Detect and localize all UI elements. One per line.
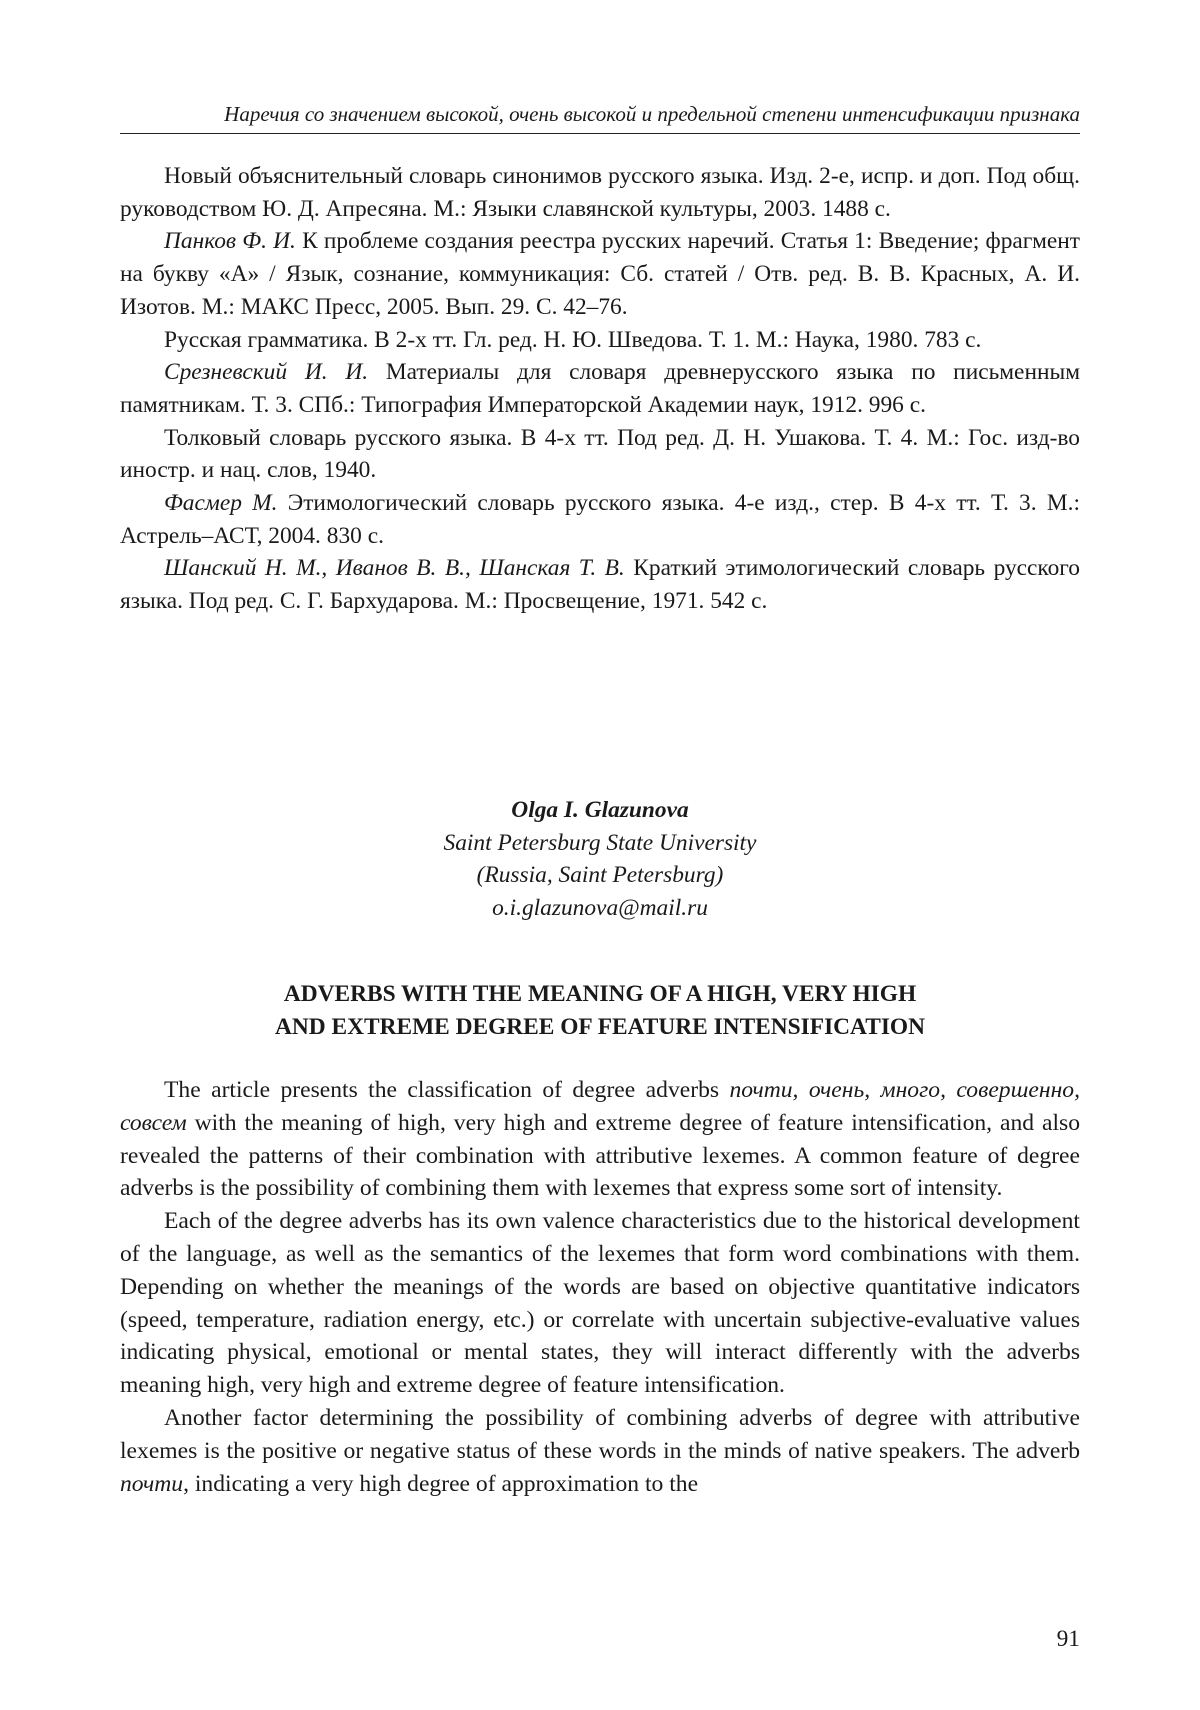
reference-author: Панков Ф. И. xyxy=(164,228,296,255)
abstract xyxy=(120,1074,1080,1500)
author-block xyxy=(120,794,1080,925)
abstract-text: Each of the degree adverbs has its own valence characteristics due to the historical development of the language, as well as the semantics of the lexemes that form word combinations with them. Depending on whether the meanings of the words are based on objective quantitative indicators (speed, temperature, radiation energy, etc.) or correlate with uncertain subjective-evaluative values indicating physical, emotional or mental states, they will interact differently with the adverbs meaning high, very high and extreme degree of feature intensification. xyxy=(120,1208,1080,1399)
abstract-text: with the meaning of high, very high and extreme degree of feature intensification, and also revealed the patterns of their combination with attributive lexemes. A common feature of degree adverbs is the possibility of combining them with lexemes that express some sort of intensity. xyxy=(120,1109,1080,1202)
reference-text: К проблеме создания реестра русских наречий. Статья 1: Введение; фрагмент на букву «А» / Язык, сознание, коммуникация: Сб. статей / Отв. ред. В. В. Красных, А. И. Изотов. М.: МАКС Пресс, 2005. Вып. 29. С. 42–76. xyxy=(120,228,1080,320)
author-location: (Russia, Saint Petersburg) xyxy=(476,862,724,889)
abstract-emphasis: почти xyxy=(120,1470,184,1497)
reference-author: Шанский Н. М., Иванов В. В., Шанская Т. В. xyxy=(164,555,625,582)
reference-text: Материалы для словаря древнерусского языка по письменным памятникам. Т. 3. СПб.: Типография Императорской Академии наук, 1912. 996 с. xyxy=(120,359,1080,418)
reference-text: Краткий этимологический словарь русского языка. Под ред. С. Г. Бархударова. М.: Просвещение, 1971. 542 с. xyxy=(120,555,1080,615)
abstract-text: The article presents the classification of degree adverbs xyxy=(164,1077,730,1103)
title-line-1: ADVERBS WITH THE MEANING OF A HIGH, VERY HIGH xyxy=(283,981,917,1007)
reference-entry xyxy=(120,160,1080,225)
title-line-2: AND EXTREME DEGREE OF FEATURE INTENSIFICATION xyxy=(274,1014,926,1040)
running-head: Наречия со значением высокой, очень высокой и предельной степени интенсификации признака xyxy=(224,102,1080,126)
reference-text: Толковый словарь русского языка. В 4-х тт. Под ред. Д. Н. Ушакова. Т. 4. М.: Гос. изд-во иностр. и нац. слов, 1940. xyxy=(120,424,1080,484)
reference-text: Этимологический словарь русского языка. 4-е изд., стер. В 4-х тт. Т. 3. М.: Астрель–АСТ, 2004. 830 с. xyxy=(120,490,1081,549)
reference-author: Срезневский И. И. xyxy=(164,359,369,386)
abstract-text: , indicating a very high degree of approximation to the xyxy=(183,1470,699,1497)
reference-entry xyxy=(120,552,1080,617)
abstract-emphasis: почти, очень, много, совершенно, совсем xyxy=(120,1077,1080,1136)
reference-list xyxy=(120,160,1080,618)
reference-entry xyxy=(120,487,1080,552)
reference-text: Русская грамматика. В 2-х тт. Гл. ред. Н. Ю. Шведова. Т. 1. М.: Наука, 1980. 783 с. xyxy=(164,326,982,353)
reference-author: Фасмер М. xyxy=(164,490,278,517)
reference-entry xyxy=(120,324,1080,357)
abstract-paragraph xyxy=(120,1074,1080,1205)
reference-entry xyxy=(120,225,1080,323)
reference-entry xyxy=(120,356,1080,421)
reference-entry xyxy=(120,422,1080,487)
article-title xyxy=(120,978,1080,1044)
abstract-paragraph xyxy=(120,1205,1080,1402)
header-rule xyxy=(120,133,1080,134)
abstract-paragraph xyxy=(120,1402,1080,1500)
page-number: 91 xyxy=(1056,1626,1080,1652)
author-affiliation: Saint Petersburg State University xyxy=(443,829,757,856)
author-email: o.i.glazunova@mail.ru xyxy=(492,895,708,922)
author-name: Olga I. Glazunova xyxy=(511,797,689,823)
abstract-text: Another factor determining the possibility of combining adverbs of degree with attributive lexemes is the positive or negative status of these words in the minds of native speakers. The adverb xyxy=(120,1404,1080,1464)
reference-text: Новый объяснительный словарь синонимов русского языка. Изд. 2-е, испр. и доп. Под общ. руководством Ю. Д. Апресяна. М.: Языки славянской культуры, 2003. 1488 с. xyxy=(120,163,1080,222)
